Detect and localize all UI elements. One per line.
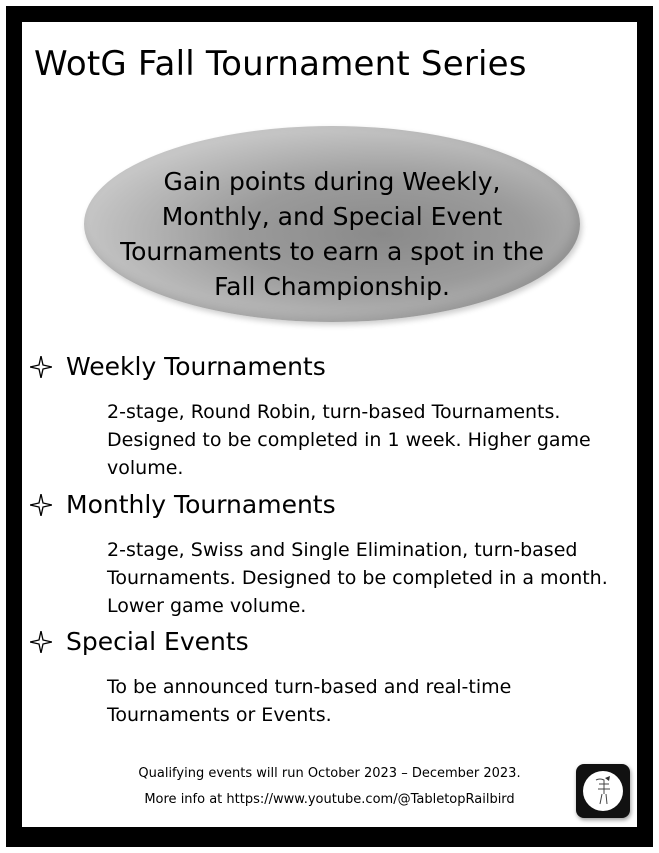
footer-dates: Qualifying events will run October 2023 – December 2023. (138, 766, 521, 781)
section-heading-label: Monthly Tournaments (66, 490, 336, 519)
page-title: WotG Fall Tournament Series (34, 44, 527, 84)
section-body-special: To be announced turn-based and real-time Tournaments or Events. (107, 676, 512, 726)
section-heading-special (30, 627, 249, 656)
section-heading-label: Weekly Tournaments (66, 352, 326, 381)
tabletop-railbird-logo (576, 764, 630, 818)
intro-text: Gain points during Weekly, Monthly, and Special Event Tournaments to earn a spot in the Fall Championship. (120, 167, 544, 301)
section-body-monthly: 2-stage, Swiss and Single Elimination, turn-based Tournaments. Designed to be completed in a month. Lower game volume. (107, 539, 608, 617)
section-body-weekly: 2-stage, Round Robin, turn-based Tournaments. Designed to be completed in 1 week. Higher game volume. (107, 401, 591, 479)
four-point-star-icon (30, 494, 52, 516)
four-point-star-icon (30, 356, 52, 378)
four-point-star-icon (30, 631, 52, 653)
footer-link[interactable]: More info at https://www.youtube.com/@TabletopRailbird (144, 792, 515, 807)
section-heading-label: Special Events (66, 627, 249, 656)
logo-icon (576, 764, 630, 818)
section-heading-monthly (30, 490, 336, 519)
section-heading-weekly (30, 352, 326, 381)
